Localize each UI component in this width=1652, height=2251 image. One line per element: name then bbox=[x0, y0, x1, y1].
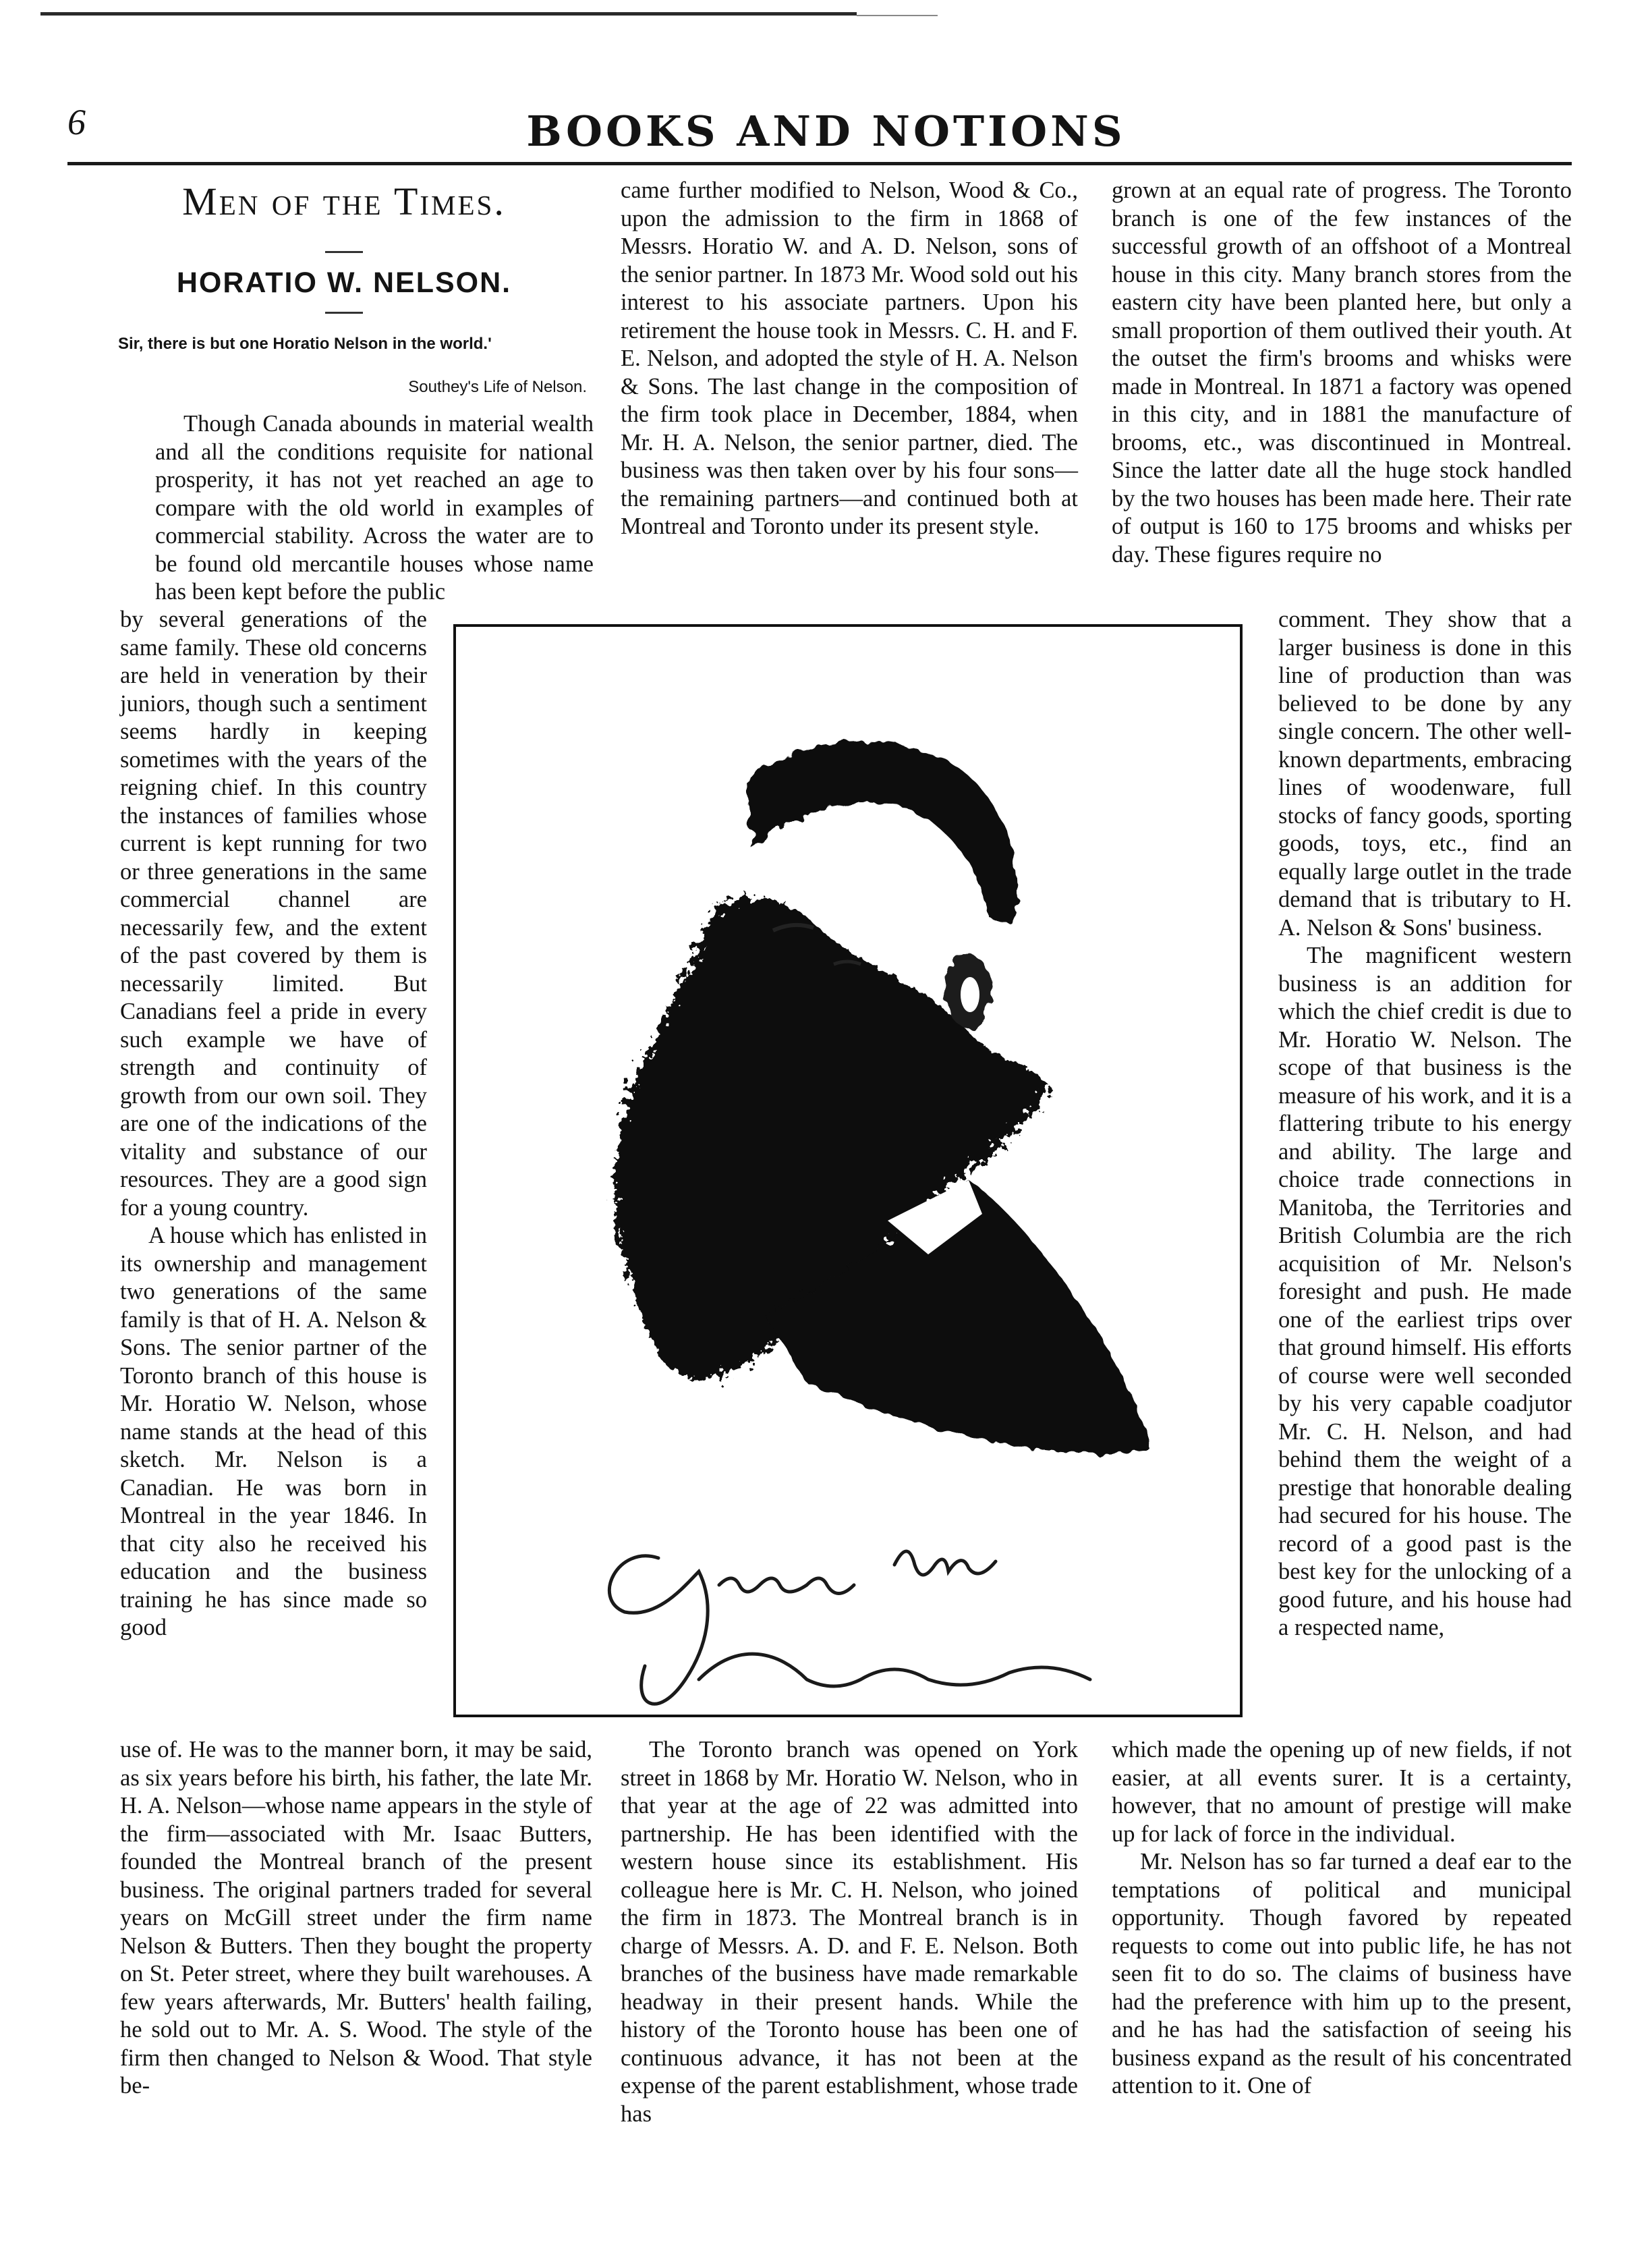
article-title: HORATIO W. NELSON. bbox=[176, 267, 512, 299]
paragraph: came further modified to Nelson, Wood & Co., upon the admission to the firm in 1868 of Messrs. Horatio W. and A. D. Nelson, sons of the senior partner. In 1873 Mr. Wood sold out his interest to his associate partners. Upon his retirement the house took in Messrs. C. H. and F. E. Nelson, and adopted the style of H. A. Nelson & Sons. The last change in the composition of the firm took place in December, 1884, when Mr. H. A. Nelson, the senior partner, died. The business was then taken over by his four sons—the remaining partners—and continued both at Montreal and Toronto under its present style. bbox=[621, 177, 1078, 539]
title-divider bbox=[325, 312, 363, 314]
page-number: 6 bbox=[67, 102, 86, 142]
paragraph: Mr. Nelson has so far turned a deaf ear to the temptations of political and municipal opportunity. Though favored by repeated requests to come out into public life, he has not seen fit to do so. The claims of business have had the preference with him up to the present, and he has had the satisfaction of seeing his business expand as the result of his concentrated attention to it. One of bbox=[1112, 1849, 1572, 2099]
column-3-top bbox=[1112, 177, 1572, 569]
epigraph-quote: Sir, there is but one Horatio Nelson in the world.' bbox=[118, 335, 492, 353]
column-2-bottom bbox=[621, 1736, 1078, 2128]
portrait-engraving bbox=[453, 624, 1243, 1717]
portrait-illustration bbox=[456, 627, 1240, 1715]
scan-top-edge-tail bbox=[857, 15, 938, 16]
running-head: BOOKS AND NOTIONS bbox=[526, 107, 1126, 156]
paragraph: comment. They show that a larger business is done in this line of production than was believed to be done by any single concern. The other well-known departments, embracing lines of woodenware, full stocks of fancy goods, sporting goods, toys, etc., find an equally large outlet in the trade demand that is tributary to H. A. Nelson & Sons' business. bbox=[1278, 607, 1572, 941]
paragraph: grown at an equal rate of progress. The Toronto branch is one of the few instances of the successful growth of an offshoot of a Montreal house in this city. Many branch stores from the eastern city have been planted here, but only a small proportion of them outlived their youth. At the outset the firm's brooms and whisks were made in Montreal. In 1871 a factory was opened in this city, and in 1881 the manufacture of brooms, etc., was discontinued in Montreal. Since the latter date all the huge stock handled by the two houses has been made here. Their rate of output is 160 to 175 brooms and whisks per day. These figures require no bbox=[1112, 177, 1572, 567]
column-1-narrow bbox=[120, 606, 427, 1642]
paragraph: by several generations of the same family. These old concerns are held in veneration by their juniors, though such a sentiment seems hardly in keeping sometimes with the years of the reigning chief. In this country the instances of families whose current is kept running for two or three generations in the same commercial channel are necessarily few, and the extent of the past covered by them is necessarily limited. But Canadians feel a pride in every such example we have of strength and continuity of growth from our own soil. They are one of the indications of the vitality and substance of our resources. They are a good sign for a young country. bbox=[120, 607, 427, 1221]
hair bbox=[746, 742, 1019, 924]
column-1-continued bbox=[120, 1736, 592, 2101]
column-1-intro bbox=[155, 410, 594, 607]
paragraph: A house which has enlisted in its ownership and management two generations of the same family is that of H. A. Nelson & Sons. The senior partner of the Toronto branch of this house is Mr. Horatio W. Nelson, whose name stands at the head of this sketch. Mr. Nelson is a Canadian. He was born in Montreal in the year 1846. In that city also he received his education and the business training he has since made so good bbox=[120, 1223, 427, 1640]
epigraph-source: Southey's Life of Nelson. bbox=[408, 378, 587, 396]
paragraph: Though Canada abounds in material wealth and all the conditions requisite for national prosperity, it has not yet reached an age to compare with the old world in examples of commercial stability. Across the water are to be found old mercantile houses whose name has been kept before the public bbox=[155, 411, 594, 605]
title-divider bbox=[325, 251, 363, 253]
ear-inner bbox=[961, 977, 979, 1012]
column-3-narrow bbox=[1278, 606, 1572, 1642]
paragraph: which made the opening up of new fields, if not easier, at all events surer. It is a certainty, however, that no amount of prestige will make up for lack of force in the individual. bbox=[1112, 1737, 1572, 1847]
paragraph: The Toronto branch was opened on York street in 1868 by Mr. Horatio W. Nelson, who in that year at the age of 22 was admitted into partnership. He has been identified with the western house since its establishment. His colleague here is Mr. C. H. Nelson, who joined the firm in 1873. The Montreal branch is in charge of Messrs. A. D. and F. E. Nelson. Both branches of the business have made remarkable headway in their present hands. While the history of the Toronto house has been one of continuous advance, it has not been at the expense of the parent establishment, whose trade has bbox=[621, 1737, 1078, 2127]
section-heading: Men of the Times. bbox=[182, 179, 506, 223]
header-rule bbox=[67, 162, 1572, 165]
column-3-bottom bbox=[1112, 1736, 1572, 2101]
signature bbox=[609, 1551, 1090, 1704]
paragraph: use of. He was to the manner born, it may be said, as six years before his birth, his father, the late Mr. H. A. Nelson—whose name appears in the style of the firm—associated with Mr. Isaac Butters, founded the Montreal branch of the present business. The original partners traded for several years on McGill street under the firm name Nelson & Butters. Then they bought the property on St. Peter street, where they built warehouses. A few years afterwards, Mr. Butters' health failing, he sold out to Mr. A. S. Wood. The style of the firm then changed to Nelson & Wood. That style be- bbox=[120, 1737, 592, 2099]
column-2-top bbox=[621, 177, 1078, 541]
scan-top-edge bbox=[40, 12, 857, 16]
paragraph: The magnificent western business is an addition for which the chief credit is due to Mr. Horatio W. Nelson. The scope of that business is the measure of his work, and it is a flattering tribute to his energy and ability. The large and choice trade connections in Manitoba, the Territories and British Columbia are the rich acquisition of Mr. Nelson's foresight and push. He made one of the earliest trips over that ground himself. His efforts of course were well seconded by his very capable coadjutor Mr. C. H. Nelson, and had behind them the weight of a prestige that honorable dealing had secured for his house. The record of a good past is the best key for the unlocking of a good future, and his house had a respected name, bbox=[1278, 943, 1572, 1640]
